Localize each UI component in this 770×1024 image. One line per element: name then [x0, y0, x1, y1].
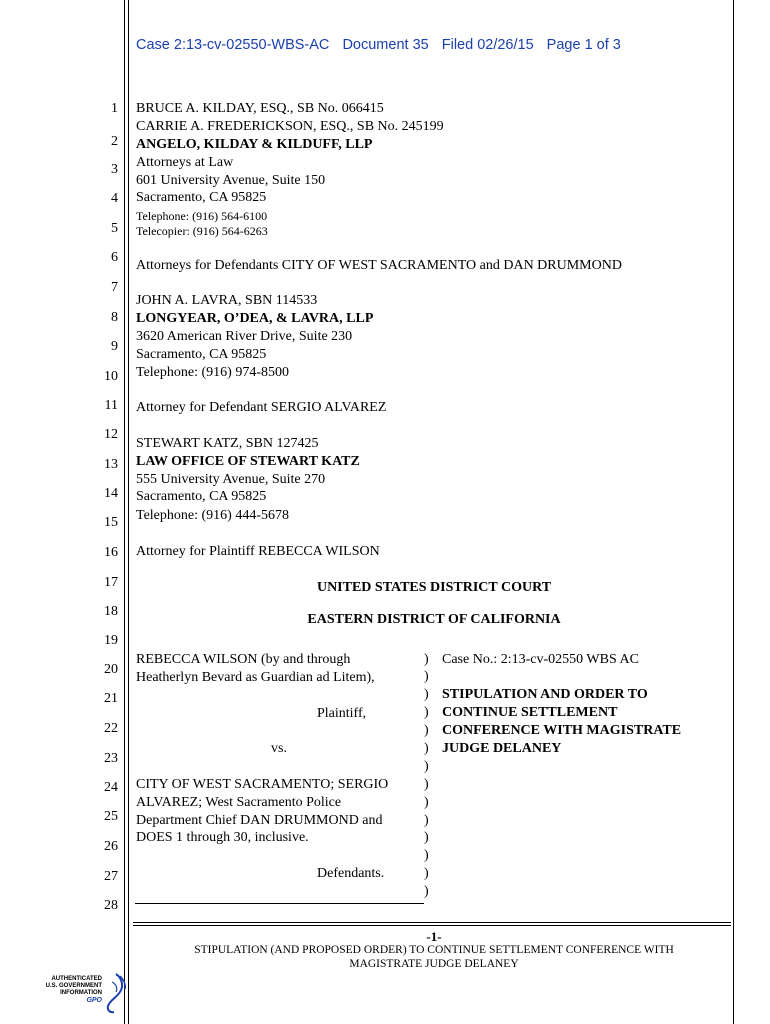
- line-number: 10: [104, 369, 118, 384]
- caption-paren: ): [424, 795, 429, 810]
- line-number: 20: [104, 662, 118, 677]
- gpo-text: INFORMATION: [60, 990, 102, 996]
- caption-underline: [135, 903, 424, 904]
- line-number: 9: [111, 339, 118, 354]
- caption-paren: ): [424, 830, 429, 845]
- footer-title: STIPULATION (AND PROPOSED ORDER) TO CONTINUE SETTLEMENT CONFERENCE WITH: [194, 944, 674, 956]
- attorney-name: JOHN A. LAVRA, SBN 114533: [136, 293, 318, 308]
- eagle-icon: [102, 972, 128, 1014]
- caption-paren: ): [424, 813, 429, 828]
- defendant-name: DOES 1 through 30, inclusive.: [136, 830, 309, 845]
- firm-telephone: Telephone: (916) 974-8500: [136, 365, 289, 380]
- line-number: 22: [104, 721, 118, 736]
- caption-paren: ): [424, 669, 429, 684]
- caption-paren: ): [424, 687, 429, 702]
- representation-statement: Attorney for Plaintiff REBECCA WILSON: [136, 544, 380, 559]
- defendant-name: Department Chief DAN DRUMMOND and: [136, 813, 383, 828]
- line-number: 15: [104, 515, 118, 530]
- caption-paren: ): [424, 741, 429, 756]
- right-margin-rule: [733, 0, 734, 1024]
- case-number: Case No.: 2:13-cv-02550 WBS AC: [442, 652, 639, 667]
- header-case-number: Case 2:13-cv-02550-WBS-AC: [136, 37, 330, 53]
- ecf-header: [136, 37, 630, 53]
- line-number: 26: [104, 839, 118, 854]
- line-number: 24: [104, 780, 118, 795]
- attorney-name: STEWART KATZ, SBN 127425: [136, 436, 319, 451]
- line-number: 19: [104, 633, 118, 648]
- footer-rule: [133, 925, 731, 926]
- plaintiff-name: REBECCA WILSON (by and through: [136, 652, 351, 667]
- firm-address-line: Sacramento, CA 95825: [136, 190, 267, 205]
- header-document-number: Document 35: [342, 37, 429, 53]
- plaintiff-name: Heatherlyn Bevard as Guardian ad Litem),: [136, 670, 375, 685]
- caption-paren: ): [424, 652, 429, 667]
- line-number: 21: [104, 691, 118, 706]
- firm-address-line: 555 University Avenue, Suite 270: [136, 472, 326, 487]
- defendant-name: ALVAREZ; West Sacramento Police: [136, 795, 342, 810]
- attorney-role: Attorneys at Law: [136, 155, 234, 170]
- line-number: 6: [111, 250, 118, 265]
- representation-statement: Attorneys for Defendants CITY OF WEST SACRAMENTO and DAN DRUMMOND: [136, 258, 622, 273]
- caption-paren: ): [424, 848, 429, 863]
- line-number: 18: [104, 604, 118, 619]
- document-title: CONFERENCE WITH MAGISTRATE: [442, 723, 682, 738]
- firm-address-line: 601 University Avenue, Suite 150: [136, 173, 326, 188]
- line-number: 11: [104, 398, 118, 413]
- document-title: JUDGE DELANEY: [442, 741, 562, 756]
- document-title: CONTINUE SETTLEMENT: [442, 705, 618, 720]
- left-margin-rule-inner: [128, 0, 129, 1024]
- gpo-text: U.S. GOVERNMENT: [45, 983, 102, 989]
- court-name: UNITED STATES DISTRICT COURT: [316, 580, 552, 595]
- footer-title: MAGISTRATE JUDGE DELANEY: [349, 958, 519, 970]
- gpo-text: AUTHENTICATED: [51, 976, 102, 982]
- caption-paren: ): [424, 723, 429, 738]
- caption-paren: ): [424, 759, 429, 774]
- caption-paren: ): [424, 705, 429, 720]
- firm-telephone: Telephone: (916) 564-6100: [136, 209, 268, 223]
- line-number: 2: [111, 134, 118, 149]
- court-district: EASTERN DISTRICT OF CALIFORNIA: [307, 612, 561, 627]
- line-number: 7: [111, 280, 118, 295]
- line-number: 23: [104, 751, 118, 766]
- law-firm-name: LONGYEAR, O’DEA, & LAVRA, LLP: [136, 311, 374, 326]
- line-number: 5: [111, 221, 118, 236]
- line-number: 25: [104, 809, 118, 824]
- law-firm-name: LAW OFFICE OF STEWART KATZ: [136, 454, 360, 469]
- firm-address-line: 3620 American River Drive, Suite 230: [136, 329, 353, 344]
- left-margin-rule-outer: [124, 0, 125, 1024]
- caption-paren: ): [424, 777, 429, 792]
- line-number: 28: [104, 898, 118, 913]
- line-number: 4: [111, 191, 118, 206]
- gpo-authentication-seal: [40, 970, 130, 1015]
- line-number: 8: [111, 310, 118, 325]
- line-number: 27: [104, 869, 118, 884]
- line-number: 13: [104, 457, 118, 472]
- line-number: 14: [104, 486, 118, 501]
- caption-paren: ): [424, 884, 429, 899]
- firm-telecopier: Telecopier: (916) 564-6263: [136, 224, 268, 238]
- footer-rule: [133, 922, 731, 923]
- gpo-text: GPO: [86, 997, 102, 1004]
- document-title: STIPULATION AND ORDER TO: [442, 687, 648, 702]
- header-page-count: Page 1 of 3: [546, 37, 621, 53]
- law-firm-name: ANGELO, KILDAY & KILDUFF, LLP: [136, 137, 373, 152]
- firm-address-line: Sacramento, CA 95825: [136, 347, 267, 362]
- header-filed-date: Filed 02/26/15: [441, 37, 534, 53]
- line-number: 16: [104, 545, 118, 560]
- line-number: 1: [111, 101, 118, 116]
- line-number: 12: [104, 427, 118, 442]
- attorney-name: BRUCE A. KILDAY, ESQ., SB No. 066415: [136, 101, 384, 116]
- defendant-name: CITY OF WEST SACRAMENTO; SERGIO: [136, 777, 389, 792]
- plaintiff-label: Plaintiff,: [317, 706, 367, 721]
- line-number: 17: [104, 575, 118, 590]
- versus-label: vs.: [271, 741, 287, 756]
- representation-statement: Attorney for Defendant SERGIO ALVAREZ: [136, 400, 387, 415]
- attorney-name: CARRIE A. FREDERICKSON, ESQ., SB No. 245199: [136, 119, 444, 134]
- footer-page-number: -1-: [426, 929, 442, 944]
- firm-address-line: Sacramento, CA 95825: [136, 489, 267, 504]
- caption-paren: ): [424, 866, 429, 881]
- line-number: 3: [111, 162, 118, 177]
- firm-telephone: Telephone: (916) 444-5678: [136, 508, 289, 523]
- defendants-label: Defendants.: [317, 866, 385, 881]
